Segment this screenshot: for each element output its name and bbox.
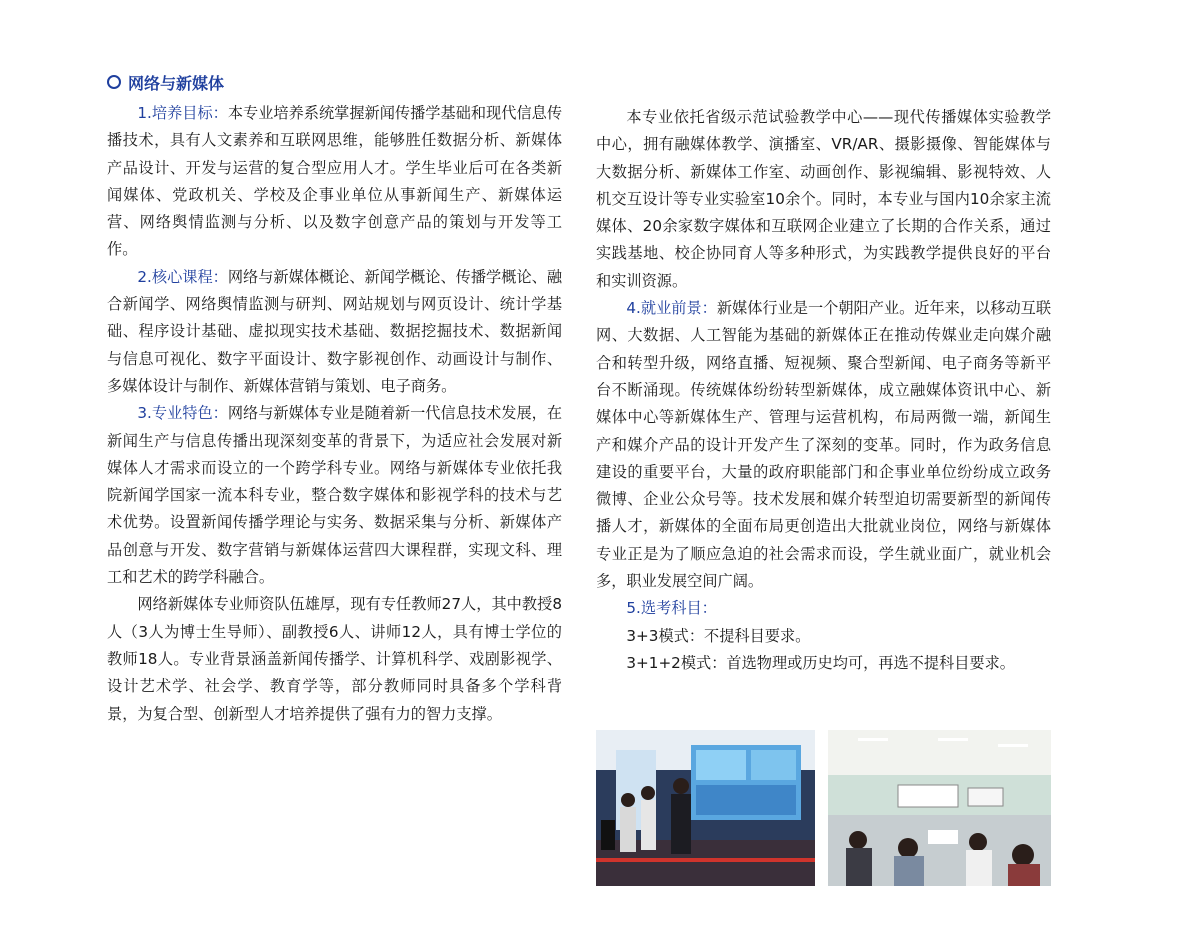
text-features: 网络与新媒体专业是随着新一代信息技术发展，在新闻生产与信息传播出现深刻变革的背景下，为适应社会发展对新媒体人才需求而设立的一个跨学科专业。网络与新媒体专业依托我院新闻学国家一流本科专业，整合数字媒体和影视学科的技术与艺术优势。设置新闻传播学理论与实务、数据采集与分析、新媒体产品创意与开发、数字营销与新媒体运营四大课程群，实现文科、理工和艺术的跨学科融合。: [107, 404, 563, 587]
heading-features: 3.专业特色：: [137, 404, 228, 423]
paragraph-labs: 本专业依托省级示范试验教学中心——现代传播媒体实验教学中心，拥有融媒体教学、演播室、VR/AR、摄影摄像、智能媒体与大数据分析、新媒体工作室、动画创作、影视编辑、影视特效、人机交互设计等专业实验室10余个。同时，本专业与国内10余家主流媒体、20余家数字媒体和互联网企业建立了长期的合作关系，通过实践基地、校企协同育人等多种形式，为实践教学提供良好的平台和实训资源。: [596, 108, 1051, 290]
photo-studio: [596, 730, 815, 886]
paragraph-core-courses: [107, 264, 562, 400]
paragraph-training-goal: [107, 100, 562, 264]
text-core-courses: 网络与新媒体概论、新闻学概论、传播学概论、融合新闻学、网络舆情监测与研判、网站规划与网页设计、统计学基础、程序设计基础、虚拟现实技术基础、数据挖掘技术、数据新闻与信息可视化、数字平面设计、数字影视创作、动画设计与制作、多媒体设计与制作、新媒体营销与策划、电子商务。: [107, 267, 563, 395]
heading-employment: 4.就业前景：: [626, 299, 717, 318]
section-title-text: 网络与新媒体: [128, 73, 225, 93]
subjects-line-1: 3+3模式：不提科目要求。: [626, 626, 811, 645]
paragraph-faculty: 网络新媒体专业师资队伍雄厚，现有专任教师27人，其中教授8人（3人为博士生导师）、副教授6人、讲师12人，具有博士学位的教师18人。专业背景涵盖新闻传播学、计算机科学、戏剧影视学、设计艺术学、社会学、教育学等，部分教师同时具备多个学科背景，为复合型、创新型人才培养提供了强有力的智力支撑。: [107, 595, 562, 723]
heading-training-goal: 1.培养目标：: [137, 104, 228, 122]
paragraph-employment: [596, 295, 1051, 595]
text-employment: 新媒体行业是一个朝阳产业。近年来，以移动互联网、大数据、人工智能为基础的新媒体正在推动传媒业走向媒介融合和转型升级，网络直播、短视频、聚合型新闻、电子商务等新平台不断涌现。传统媒体纷纷转型新媒体，成立融媒体资讯中心、新媒体中心等新媒体生产、管理与运营机构，布局两微一端，新闻生产和媒介产品的设计开发产生了深刻的变革。同时，作为政务信息建设的重要平台，大量的政府职能部门和企事业单位纷纷成立政务微博、企业公众号等。技术发展和媒介转型迫切需要新型的新闻传播人才，新媒体的全面布局更创造出大批就业岗位，网络与新媒体专业正是为了顺应急迫的社会需求而设，学生就业面广，就业机会多，职业发展空间广阔。: [596, 299, 1052, 591]
paragraph-features: [107, 400, 562, 591]
text-training-goal: 本专业培养系统掌握新闻传播学基础和现代信息传播技术，具有人文素养和互联网思维，能够胜任数据分析、新媒体产品设计、开发与运营的复合型应用人才。学生毕业后可在各类新闻媒体、党政机关、学校及企事业单位从事新闻生产、新媒体运营、网络舆情监测与分析、以及数字创意产品的策划与开发等工作。: [107, 104, 563, 259]
heading-core-courses: 2.核心课程：: [137, 267, 228, 286]
right-column: [596, 104, 1051, 677]
circle-bullet-icon: [107, 75, 121, 89]
subjects-line-2: 3+1+2模式：首选物理或历史均可，再选不提科目要求。: [626, 653, 1015, 672]
photo-classroom: [828, 730, 1051, 886]
section-title: [107, 70, 224, 94]
heading-subjects: 5.选考科目：: [626, 599, 717, 618]
left-column: [107, 100, 562, 728]
